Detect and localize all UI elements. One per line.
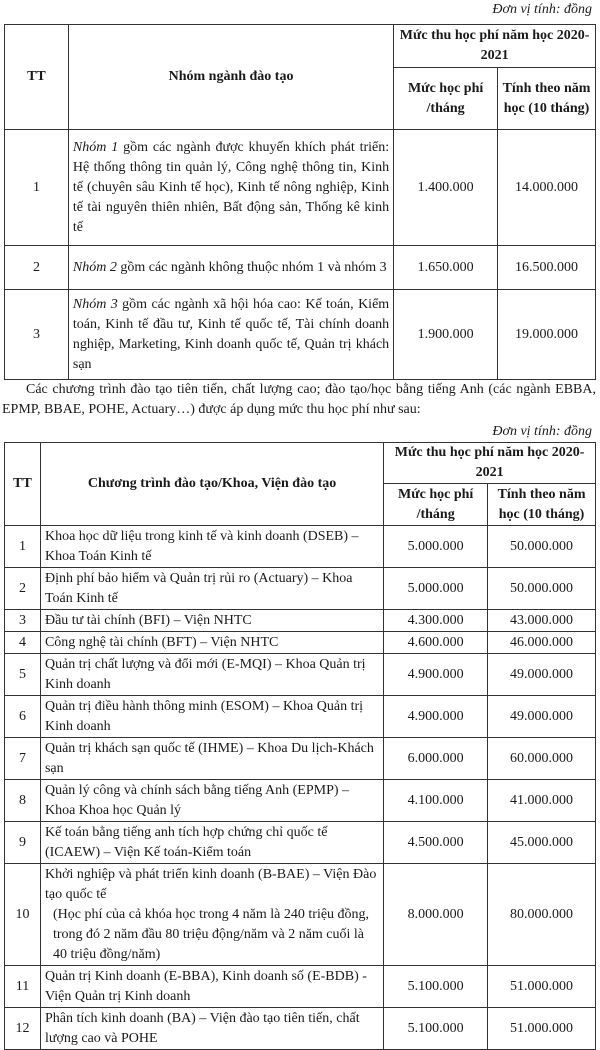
row-monthly: 4.300.000: [384, 610, 488, 632]
table-row: [5, 1008, 596, 1050]
unit-label-2: Đơn vị tính: đồng: [492, 424, 592, 439]
row-tt: 8: [5, 780, 41, 822]
row-program: Đầu tư tài chính (BFI) – Viện NHTC: [40, 610, 383, 632]
row-monthly: 4.900.000: [384, 696, 488, 738]
col-header-tt: TT: [5, 25, 69, 130]
group-name: Nhóm 2: [72, 259, 117, 275]
row-monthly: 5.000.000: [384, 568, 488, 610]
row-program: Phân tích kinh doanh (BA) – Viện đào tạo tiên tiến, chất lượng cao và POHE: [40, 1008, 383, 1050]
col-header-fee: Mức thu học phí năm học 2020-2021: [394, 25, 596, 68]
group-desc: gồm các ngành được khuyến khích phát triển: Hệ thống thông tin quản lý, Công nghệ thông tin, Kinh tế (chuyên sâu Kinh tế học), Kinh tế nông nghiệp, Kinh tế tài nguyên thiên nhiên, Bất động sản, Thống kê kinh tế: [72, 139, 390, 235]
row-tt: 7: [5, 738, 41, 780]
row-yearly: 50.000.000: [488, 568, 596, 610]
group-name: Nhóm 1: [72, 139, 119, 155]
row-tt: 9: [5, 822, 41, 864]
row-monthly: 6.000.000: [384, 738, 488, 780]
row-tt: 10: [5, 864, 41, 966]
group-desc: gồm các ngành không thuộc nhóm 1 và nhóm 3: [116, 259, 387, 275]
col-header-fee: Mức thu học phí năm học 2020-2021: [384, 443, 596, 484]
row-program: Kế toán bằng tiếng anh tích hợp chứng chỉ quốc tế (ICAEW) – Viện Kế toán-Kiểm toán: [40, 822, 383, 864]
program-name: Khởi nghiệp và phát triển kinh doanh (B-BAE) – Viện Đào tạo quốc tế: [44, 866, 377, 902]
group-desc: gồm các ngành xã hội hóa cao: Kế toán, Kiểm toán, Kinh tế đầu tư, Kinh tế quốc tế, Tài chính doanh nghiệp, Marketing, Kinh doanh quốc tế, Quản trị khách sạn: [72, 296, 390, 372]
row-program: Khoa học dữ liệu trong kinh tế và kinh doanh (DSEB) – Khoa Toán Kinh tế: [40, 526, 383, 568]
row-yearly: 49.000.000: [488, 696, 596, 738]
tuition-table-programs: [4, 442, 596, 1050]
programs-paragraph: Các chương trình đào tạo tiên tiến, chất lượng cao; đào tạo/học bằng tiếng Anh (các ngành EBBA, EPMP, BBAE, POHE, Actuary…) được áp dụng mức thu học phí như sau:: [2, 382, 596, 417]
row-tt: 1: [5, 130, 69, 246]
table-row: [5, 568, 596, 610]
table-row: [5, 632, 596, 654]
col-header-monthly: Mức học phí /tháng: [384, 484, 488, 526]
row-monthly: 5.100.000: [384, 1008, 488, 1050]
row-program: Định phí bảo hiểm và Quản trị rủi ro (Actuary) – Khoa Toán Kinh tế: [40, 568, 383, 610]
row-tt: 12: [5, 1008, 41, 1050]
row-yearly: 50.000.000: [488, 526, 596, 568]
row-program: Quản trị chất lượng và đổi mới (E-MQI) – Khoa Quản trị Kinh doanh: [40, 654, 383, 696]
row-monthly: 5.100.000: [384, 966, 488, 1008]
row-tt: 1: [5, 526, 41, 568]
row-description: [68, 290, 393, 380]
row-monthly: 1.400.000: [394, 130, 498, 246]
row-program: Quản trị Kinh doanh (E-BBA), Kinh doanh số (E-BDB) - Viện Quản trị Kinh doanh: [40, 966, 383, 1008]
table-row: [5, 822, 596, 864]
col-header-group: Nhóm ngành đào tạo: [68, 25, 393, 130]
row-monthly: 4.500.000: [384, 822, 488, 864]
table-row: [5, 966, 596, 1008]
table-row: [5, 780, 596, 822]
row-yearly: 51.000.000: [488, 1008, 596, 1050]
table-row: [5, 654, 596, 696]
col-header-yearly: Tính theo năm học (10 tháng): [488, 484, 596, 526]
row-yearly: 45.000.000: [488, 822, 596, 864]
unit-label: Đơn vị tính: đồng: [492, 2, 592, 17]
table-row: [5, 130, 596, 246]
row-tt: 11: [5, 966, 41, 1008]
row-program: Quản trị khách sạn quốc tế (IHME) – Khoa Du lịch-Khách sạn: [40, 738, 383, 780]
table-row: [5, 526, 596, 568]
table-row: [5, 610, 596, 632]
row-tt: 2: [5, 568, 41, 610]
row-tt: 4: [5, 632, 41, 654]
row-program: Quản trị điều hành thông minh (ESOM) – Khoa Quản trị Kinh doanh: [40, 696, 383, 738]
col-header-yearly: Tính theo năm học (10 tháng): [498, 68, 596, 130]
row-monthly: 8.000.000: [384, 864, 488, 966]
row-yearly: 51.000.000: [488, 966, 596, 1008]
row-monthly: 1.900.000: [394, 290, 498, 380]
row-description: [68, 130, 393, 246]
row-yearly: 43.000.000: [488, 610, 596, 632]
row-program: Công nghệ tài chính (BFT) – Viện NHTC: [40, 632, 383, 654]
row-monthly: 5.000.000: [384, 526, 488, 568]
table-row: [5, 290, 596, 380]
row-yearly: 46.000.000: [488, 632, 596, 654]
row-program: Quản lý công và chính sách bằng tiếng Anh (EPMP) – Khoa Khoa học Quản lý: [40, 780, 383, 822]
table-row: [5, 738, 596, 780]
program-note: (Học phí của cả khóa học trong 4 năm là 240 triệu đồng, trong đó 2 năm đầu 80 triệu động/năm và 2 năm cuối là 40 triệu đồng/năm): [52, 906, 370, 962]
row-yearly: 19.000.000: [498, 290, 596, 380]
table-row: [5, 696, 596, 738]
row-yearly: 80.000.000: [488, 864, 596, 966]
row-monthly: 4.100.000: [384, 780, 488, 822]
col-header-tt: TT: [5, 443, 41, 526]
col-header-program: Chương trình đào tạo/Khoa, Viện đào tạo: [40, 443, 383, 526]
col-header-monthly: Mức học phí /tháng: [394, 68, 498, 130]
tuition-table-groups: [4, 24, 596, 380]
row-monthly: 4.900.000: [384, 654, 488, 696]
row-yearly: 41.000.000: [488, 780, 596, 822]
row-tt: 3: [5, 610, 41, 632]
row-monthly: 1.650.000: [394, 246, 498, 290]
row-tt: 2: [5, 246, 69, 290]
row-program: [40, 864, 383, 966]
row-yearly: 16.500.000: [498, 246, 596, 290]
row-monthly: 4.600.000: [384, 632, 488, 654]
row-description: [68, 246, 393, 290]
row-tt: 5: [5, 654, 41, 696]
group-name: Nhóm 3: [72, 296, 118, 312]
row-yearly: 49.000.000: [488, 654, 596, 696]
table-row: [5, 246, 596, 290]
row-tt: 6: [5, 696, 41, 738]
row-yearly: 60.000.000: [488, 738, 596, 780]
table-row: [5, 864, 596, 966]
row-yearly: 14.000.000: [498, 130, 596, 246]
row-tt: 3: [5, 290, 69, 380]
